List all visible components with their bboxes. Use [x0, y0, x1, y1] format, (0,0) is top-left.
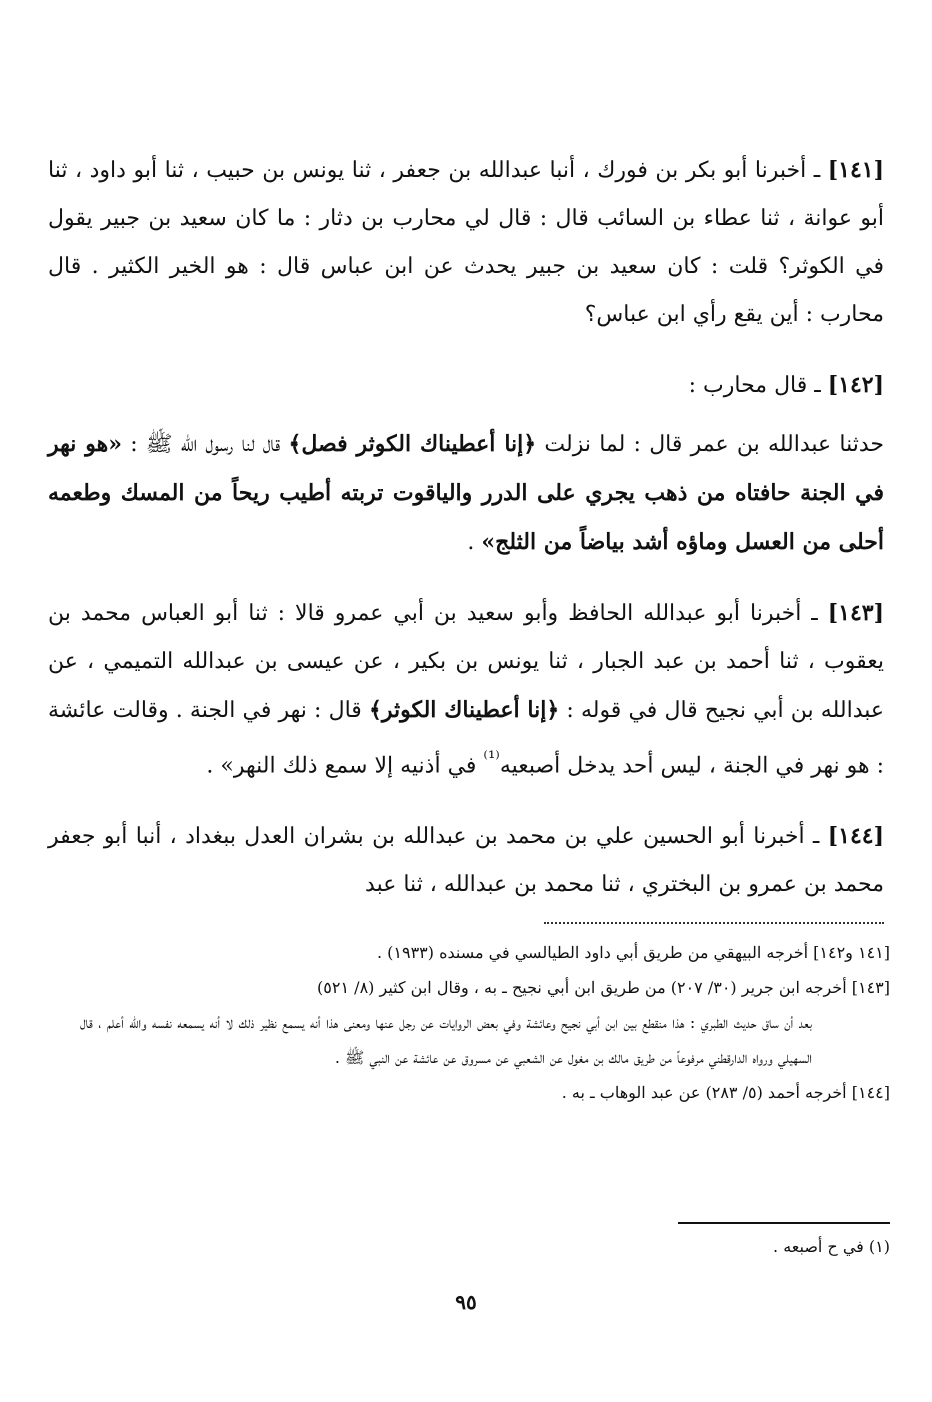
note-separator: [678, 1222, 890, 1224]
hadith-142: [48, 361, 884, 410]
hadith-text: ـ أخبرنا أبو بكر بن فورك ، أنبا عبدالله بن جعفر ، ثنا يونس بن حبيب ، ثنا أبو داود ، ثنا أبو عوانة ، ثنا عطاء بن السائب قال : قال لي محارب بن دثار : ما كان سعيد بن جبير يقول في الكوثر؟ قلت : كان سعيد بن جبير يحدث عن ابن عباس قال : هو الخير الكثير . قال محارب : أين يقع رأي ابن عباس؟: [48, 158, 885, 327]
variant-note: (١) في ح أصبعه .: [773, 1237, 890, 1256]
narration-text: .: [467, 530, 482, 555]
hadith-144: [48, 812, 884, 909]
hadith-number: [١٤١]: [827, 157, 884, 183]
hadith-number: [١٤٢]: [827, 372, 884, 398]
footnote-141-142: [80, 935, 890, 970]
footnote-number: [١٤٤]: [851, 1083, 890, 1102]
footnote-143-continued: بعد أن ساق حديث الطبري : هذا منقطع بين ابن أبي نجيح وعائشة وفي بعض الروايات عن رجل عنها ومعنى هذا أنه يسمع نظير ذلك لا أنه يسمعه نفسه والله أعلم ، قال السهيلي ورواه الدارقطني مرفوعاً من طريق مالك بن مغول عن الشعبي عن مسروق عن عائشة عن النبي ﷺ .: [80, 1013, 812, 1067]
hadith-number: [١٤٣]: [827, 600, 884, 626]
quran-verse: ﴿إنا أعطيناك الكوثر فصل﴾: [288, 431, 537, 457]
hadith-142-body: [48, 420, 884, 567]
footnote-number: [١٤٣]: [851, 978, 890, 997]
footnote-ref: ⁽¹⁾: [483, 748, 500, 769]
footnote-143: [80, 970, 890, 1005]
footnote-text: أخرجه البيهقي من طريق أبي داود الطيالسي في مسنده (١٩٣٣) .: [376, 943, 814, 962]
hadith-text: ـ قال محارب :: [688, 373, 828, 398]
footnote-text: أخرجه أحمد (٥/ ٢٨٣) عن عبد الوهاب ـ به .: [561, 1083, 852, 1102]
footnote-text: أخرجه ابن جرير (٣٠/ ٢٠٧) من طريق ابن أبي نجيح ـ به ، وقال ابن كثير (٨/ ٥٢١): [317, 978, 852, 997]
quran-verse: ﴿إنا أعطيناك الكوثر﴾: [368, 697, 560, 723]
footnote-144: [80, 1075, 890, 1110]
prophetic-saying: «هو نهر في الجنة حافتاه من ذهب يجري على الدرر والياقوت تربته أطيب ريحاً من المسك وطعمه أحلى من العسل وماؤه أشد بياضاً من الثلج»: [48, 431, 884, 555]
hadith-141: [48, 146, 884, 339]
takhrij-footnotes: [80, 935, 890, 1110]
narration-text: حدثنا عبدالله بن عمر قال : لما نزلت: [536, 432, 884, 457]
hadith-number: [١٤٤]: [827, 823, 884, 850]
hadith-text: ـ أخبرنا أبو عبدالله الحافظ وأبو سعيد بن أبي عمرو قالا : ثنا أبو العباس محمد بن يعقوب ، ثنا أحمد بن عبد الجبار ، ثنا يونس بن بكير ، عن عيسى بن عبدالله التميمي ، عن عبدالله بن أبي نجيح قال في قوله :: [48, 601, 885, 723]
hadith-text: في أذنيه إلا سمع ذلك النهر» .: [206, 753, 484, 779]
hadith-text: قال : نهر في الجنة . وقالت عائشة : هو نهر في الجنة ، ليس أحد يدخل أصبعيه: [48, 698, 884, 779]
narration-text: قال لنا رسول الله ﷺ :: [122, 432, 289, 457]
footnote-separator: [544, 922, 884, 924]
hadith-text: ـ أخبرنا أبو الحسين علي بن محمد بن عبدالله بن بشران العدل ببغداد ، أنبا أبو جعفر محمد بن عمرو بن البختري ، ثنا محمد بن عبدالله ، ثنا عبد: [48, 824, 884, 898]
main-text: [48, 146, 884, 931]
hadith-143: [48, 589, 884, 790]
footnote-number: [١٤١ و١٤٢]: [813, 943, 890, 962]
page-number: ٩٥: [455, 1290, 477, 1314]
